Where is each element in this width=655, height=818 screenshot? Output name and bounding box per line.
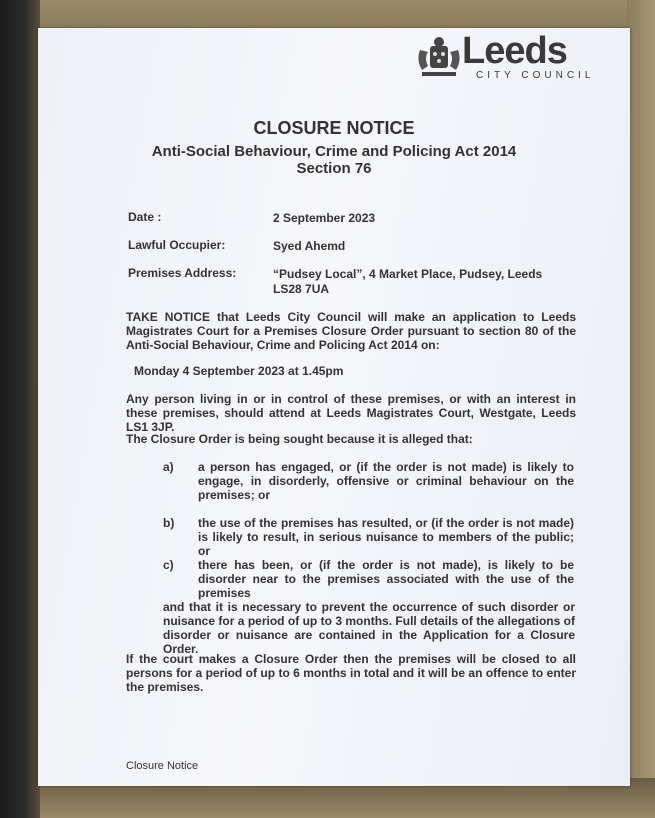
logo-wordmark: Leeds: [462, 30, 567, 72]
occupier-value: Syed Ahemd: [273, 239, 346, 253]
item-text-b: the use of the premises has resulted, or (if the order is not made) is likely to result, in serious nuisance to members of the public; or: [198, 516, 574, 558]
attend-paragraph: Any person living in or in control of these premises, or with an interest in these premises, should attend at Leeds Magistrates Court, Westgate, Leeds LS1 3JP.: [126, 392, 576, 434]
consequence-paragraph: If the court makes a Closure Order then the premises will be closed to all persons for a period of up to 6 months in total and it will be an offence to enter the premises.: [126, 652, 576, 694]
reason-intro: The Closure Order is being sought because it is alleged that:: [126, 432, 473, 446]
necessity-paragraph: and that it is necessary to prevent the occurrence of such disorder or nuisance for a period of up to 3 months. Full details of the allegations of disorder or nuisance are contained in the Application for a Closure Order.: [163, 600, 575, 656]
footer-label: Closure Notice: [126, 760, 199, 772]
background-right: [627, 0, 655, 818]
section-title: Section 76: [296, 160, 372, 177]
premises-label: Premises Address:: [128, 266, 237, 280]
item-text-a: a person has engaged, or (if the order is not made) is likely to engage, in disorderly, offensive or criminal behaviour on the premises; or: [198, 460, 574, 502]
background-top: [0, 0, 655, 30]
date-value: 2 September 2023: [273, 211, 376, 225]
leeds-logo: [416, 30, 596, 84]
item-label-a: a): [163, 460, 174, 474]
crest-icon: [416, 36, 462, 78]
item-label-c: c): [163, 558, 174, 572]
background-left: [0, 0, 40, 818]
notice-paper: [38, 28, 630, 786]
item-label-b: b): [163, 516, 175, 530]
item-text-c: there has been, or (if the order is not made), is likely to be disorder near to the premises associated with the use of the premises: [198, 558, 574, 600]
date-label: Date :: [128, 210, 162, 224]
logo-subtitle: CITY COUNCIL: [476, 70, 595, 81]
premises-value: “Pudsey Local”, 4 Market Place, Pudsey, Leeds LS28 7UA: [273, 267, 543, 296]
take-notice-paragraph: TAKE NOTICE that Leeds City Council will make an application to Leeds Magistrates Court for a Premises Closure Order pursuant to section 80 of the Anti-Social Behaviour, Crime and Policing Act 2014 on:: [126, 310, 576, 352]
act-title: Anti-Social Behaviour, Crime and Policing Act 2014: [151, 143, 517, 160]
occupier-label: Lawful Occupier:: [128, 238, 226, 252]
page-title: CLOSURE NOTICE: [253, 118, 415, 138]
hearing-date: Monday 4 September 2023 at 1.45pm: [134, 364, 344, 378]
